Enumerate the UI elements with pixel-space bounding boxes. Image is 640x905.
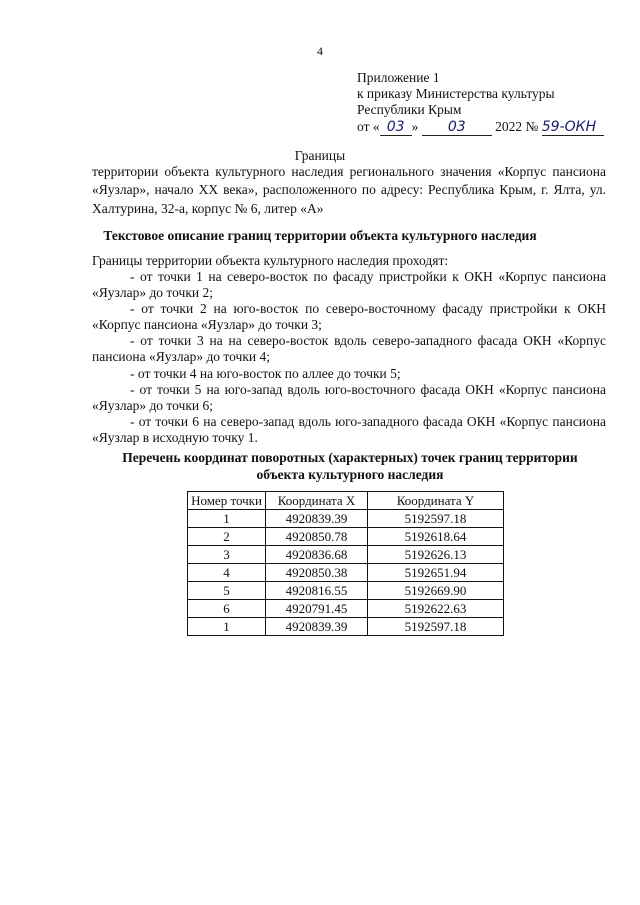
cell-y: 5192669.90 bbox=[368, 582, 504, 600]
cell-point: 4 bbox=[188, 564, 266, 582]
cell-y: 5192622.63 bbox=[368, 600, 504, 618]
handwritten-order-number: 59-ОКН bbox=[542, 119, 604, 136]
cell-y: 5192618.64 bbox=[368, 528, 504, 546]
appendix-line-1: Приложение 1 bbox=[357, 70, 440, 85]
table-row bbox=[188, 564, 504, 582]
border-segment: - от точки 2 на юго-восток по северо-восточному фасаду пристройки к ОКН «Корпус пансиона «Яузлар» до точки 3; bbox=[92, 301, 606, 333]
appendix-line-2: к приказу Министерства культуры bbox=[357, 86, 555, 102]
cell-y: 5192651.94 bbox=[368, 564, 504, 582]
cell-x: 4920839.39 bbox=[266, 618, 368, 636]
text-description-heading: Текстовое описание границ территории объекта культурного наследия bbox=[103, 228, 537, 243]
column-header-x: Координата X bbox=[266, 492, 368, 510]
date-prefix: от « bbox=[357, 118, 380, 134]
cell-point: 2 bbox=[188, 528, 266, 546]
borders-list bbox=[92, 269, 606, 446]
cell-x: 4920791.45 bbox=[266, 600, 368, 618]
column-header-point: Номер точки bbox=[188, 492, 266, 510]
appendix-line-3: Республики Крым bbox=[357, 102, 462, 118]
cell-x: 4920839.39 bbox=[266, 510, 368, 528]
cell-x: 4920850.78 bbox=[266, 528, 368, 546]
cell-point: 1 bbox=[188, 510, 266, 528]
page-number: 4 bbox=[317, 44, 323, 58]
column-header-y: Координата Y bbox=[368, 492, 504, 510]
cell-point: 5 bbox=[188, 582, 266, 600]
table-row bbox=[188, 618, 504, 636]
cell-y: 5192626.13 bbox=[368, 546, 504, 564]
handwritten-month: 03 bbox=[422, 119, 492, 136]
table-row bbox=[188, 600, 504, 618]
table-row bbox=[188, 546, 504, 564]
cell-point: 6 bbox=[188, 600, 266, 618]
cell-point: 1 bbox=[188, 618, 266, 636]
appendix-date-line bbox=[357, 119, 617, 136]
cell-x: 4920836.68 bbox=[266, 546, 368, 564]
table-header-row bbox=[188, 492, 504, 510]
appendix-header bbox=[357, 70, 617, 136]
border-segment: - от точки 1 на северо-восток по фасаду пристройки к ОКН «Корпус пансиона «Яузлар» до точки 2; bbox=[92, 269, 606, 301]
table-row bbox=[188, 510, 504, 528]
day-suffix: » bbox=[411, 118, 419, 134]
table-row bbox=[188, 582, 504, 600]
cell-y: 5192597.18 bbox=[368, 618, 504, 636]
cell-y: 5192597.18 bbox=[368, 510, 504, 528]
table-row bbox=[188, 528, 504, 546]
border-segment: - от точки 5 на юго-запад вдоль юго-восточного фасада ОКН «Корпус пансиона «Яузлар» до точки 6; bbox=[92, 381, 606, 413]
borders-intro: Границы территории объекта культурного наследия проходят: bbox=[92, 253, 449, 268]
year-and-number-label: 2022 № bbox=[495, 118, 539, 134]
coordinates-table bbox=[187, 491, 504, 636]
cell-point: 3 bbox=[188, 546, 266, 564]
coordinates-heading: Перечень координат поворотных (характерных) точек границ территории объекта культурного наследия bbox=[122, 450, 578, 482]
object-description: территории объекта культурного наследия регионального значения «Корпус пансиона «Яузлар», начало XX века», расположенного по адресу: Республика Крым, г. Ялта, ул. Халтурина, 32-а, корпус № 6, литер «А» bbox=[92, 164, 606, 216]
cell-x: 4920816.55 bbox=[266, 582, 368, 600]
cell-x: 4920850.38 bbox=[266, 564, 368, 582]
handwritten-day: 03 bbox=[380, 119, 412, 136]
document-title: Границы bbox=[294, 148, 346, 163]
border-segment: - от точки 6 на северо-запад вдоль юго-западного фасада ОКН «Корпус пансиона «Яузлар в исходную точку 1. bbox=[92, 413, 606, 445]
border-segment: - от точки 3 на на северо-восток вдоль северо-западного фасада ОКН «Корпус пансиона «Яузлар» до точки 4; bbox=[92, 333, 606, 365]
border-segment: - от точки 4 на юго-восток по аллее до точки 5; bbox=[130, 365, 401, 381]
